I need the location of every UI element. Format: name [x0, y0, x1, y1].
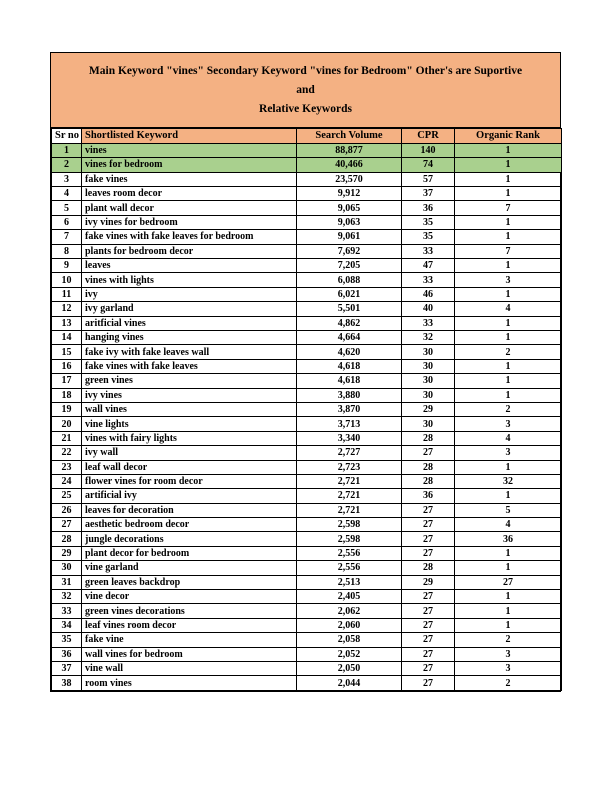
sr-no-cell: 32	[52, 590, 82, 604]
table-row	[52, 604, 562, 618]
keyword-cell: vines with fairy lights	[82, 431, 297, 445]
keyword-cell: hanging vines	[82, 330, 297, 344]
organic-rank-cell: 1	[455, 489, 562, 503]
keyword-cell: room vines	[82, 676, 297, 690]
search-volume-cell: 2,062	[297, 604, 402, 618]
table-row	[52, 633, 562, 647]
cpr-cell: 30	[402, 345, 455, 359]
sr-no-cell: 11	[52, 287, 82, 301]
organic-rank-cell: 1	[455, 230, 562, 244]
search-volume-cell: 2,556	[297, 561, 402, 575]
sr-no-cell: 21	[52, 431, 82, 445]
sr-no-cell: 16	[52, 359, 82, 373]
sr-no-cell: 14	[52, 330, 82, 344]
organic-rank-cell: 1	[455, 187, 562, 201]
table-row	[52, 316, 562, 330]
organic-rank-cell: 3	[455, 446, 562, 460]
search-volume-cell: 3,713	[297, 417, 402, 431]
sr-no-cell: 36	[52, 647, 82, 661]
cpr-cell: 30	[402, 388, 455, 402]
organic-rank-cell: 7	[455, 201, 562, 215]
organic-rank-cell: 4	[455, 302, 562, 316]
keyword-cell: vines for bedroom	[82, 158, 297, 172]
cpr-cell: 47	[402, 259, 455, 273]
cpr-cell: 27	[402, 446, 455, 460]
search-volume-cell: 4,618	[297, 359, 402, 373]
keyword-cell: plant wall decor	[82, 201, 297, 215]
cpr-cell: 33	[402, 273, 455, 287]
organic-rank-cell: 1	[455, 618, 562, 632]
sr-no-cell: 15	[52, 345, 82, 359]
sr-no-cell: 19	[52, 402, 82, 416]
table-row	[52, 374, 562, 388]
search-volume-cell: 4,664	[297, 330, 402, 344]
cpr-cell: 35	[402, 230, 455, 244]
keyword-cell: leaves room decor	[82, 187, 297, 201]
organic-rank-cell: 1	[455, 561, 562, 575]
table-row	[52, 575, 562, 589]
table-row	[52, 647, 562, 661]
table-row	[52, 532, 562, 546]
cpr-cell: 27	[402, 647, 455, 661]
search-volume-cell: 2,044	[297, 676, 402, 690]
sr-no-cell: 37	[52, 661, 82, 675]
table-row	[52, 431, 562, 445]
cpr-cell: 28	[402, 460, 455, 474]
search-volume-cell: 9,912	[297, 187, 402, 201]
sr-no-cell: 22	[52, 446, 82, 460]
search-volume-cell: 2,721	[297, 474, 402, 488]
organic-rank-cell: 2	[455, 345, 562, 359]
keyword-cell: ivy vines	[82, 388, 297, 402]
table-row	[52, 330, 562, 344]
table-row	[52, 590, 562, 604]
sr-no-cell: 27	[52, 518, 82, 532]
search-volume-cell: 88,877	[297, 143, 402, 157]
cpr-cell: 30	[402, 359, 455, 373]
cpr-cell: 40	[402, 302, 455, 316]
search-volume-cell: 2,513	[297, 575, 402, 589]
search-volume-cell: 2,721	[297, 503, 402, 517]
organic-rank-cell: 1	[455, 316, 562, 330]
cpr-cell: 30	[402, 417, 455, 431]
cpr-cell: 27	[402, 518, 455, 532]
table-title-line1: Main Keyword "vines" Secondary Keyword "vines for Bedroom" Other's are Suportive and	[88, 65, 523, 96]
keyword-cell: green vines decorations	[82, 604, 297, 618]
organic-rank-cell: 3	[455, 647, 562, 661]
sr-no-cell: 35	[52, 633, 82, 647]
column-header-shortlisted-keyword: Shortlisted Keyword	[82, 128, 297, 143]
sr-no-cell: 12	[52, 302, 82, 316]
cpr-cell: 36	[402, 201, 455, 215]
keyword-cell: leaf wall decor	[82, 460, 297, 474]
sr-no-cell: 24	[52, 474, 82, 488]
table-row	[52, 417, 562, 431]
search-volume-cell: 6,021	[297, 287, 402, 301]
table-row	[52, 446, 562, 460]
search-volume-cell: 4,620	[297, 345, 402, 359]
keyword-cell: jungle decorations	[82, 532, 297, 546]
search-volume-cell: 2,058	[297, 633, 402, 647]
table-row	[52, 172, 562, 186]
table-title	[51, 53, 560, 128]
sr-no-cell: 18	[52, 388, 82, 402]
keyword-cell: vine lights	[82, 417, 297, 431]
search-volume-cell: 7,205	[297, 259, 402, 273]
organic-rank-cell: 3	[455, 417, 562, 431]
sr-no-cell: 25	[52, 489, 82, 503]
keyword-cell: fake ivy with fake leaves wall	[82, 345, 297, 359]
cpr-cell: 27	[402, 503, 455, 517]
organic-rank-cell: 32	[455, 474, 562, 488]
sr-no-cell: 23	[52, 460, 82, 474]
table-row	[52, 187, 562, 201]
search-volume-cell: 2,556	[297, 546, 402, 560]
table-row	[52, 474, 562, 488]
sr-no-cell: 17	[52, 374, 82, 388]
search-volume-cell: 3,870	[297, 402, 402, 416]
table-row	[52, 618, 562, 632]
table-row	[52, 201, 562, 215]
sr-no-cell: 20	[52, 417, 82, 431]
keyword-table	[51, 128, 562, 691]
keyword-cell: aesthetic bedroom decor	[82, 518, 297, 532]
organic-rank-cell: 2	[455, 676, 562, 690]
keyword-cell: fake vines with fake leaves	[82, 359, 297, 373]
table-row	[52, 561, 562, 575]
search-volume-cell: 2,060	[297, 618, 402, 632]
keyword-cell: ivy vines for bedroom	[82, 215, 297, 229]
sr-no-cell: 9	[52, 259, 82, 273]
keyword-cell: vine wall	[82, 661, 297, 675]
keyword-cell: vine decor	[82, 590, 297, 604]
organic-rank-cell: 2	[455, 633, 562, 647]
cpr-cell: 74	[402, 158, 455, 172]
cpr-cell: 36	[402, 489, 455, 503]
sr-no-cell: 31	[52, 575, 82, 589]
organic-rank-cell: 5	[455, 503, 562, 517]
search-volume-cell: 9,063	[297, 215, 402, 229]
column-header-sr-no: Sr no	[52, 128, 82, 143]
cpr-cell: 28	[402, 431, 455, 445]
organic-rank-cell: 1	[455, 215, 562, 229]
keyword-cell: fake vines with fake leaves for bedroom	[82, 230, 297, 244]
table-row	[52, 359, 562, 373]
table-row	[52, 158, 562, 172]
keyword-cell: ivy garland	[82, 302, 297, 316]
sr-no-cell: 29	[52, 546, 82, 560]
organic-rank-cell: 1	[455, 388, 562, 402]
table-row	[52, 302, 562, 316]
organic-rank-cell: 1	[455, 546, 562, 560]
cpr-cell: 29	[402, 575, 455, 589]
table-row	[52, 661, 562, 675]
keyword-cell: plants for bedroom decor	[82, 244, 297, 258]
sr-no-cell: 5	[52, 201, 82, 215]
table-row	[52, 460, 562, 474]
search-volume-cell: 2,598	[297, 532, 402, 546]
cpr-cell: 27	[402, 590, 455, 604]
keyword-cell: leaf vines room decor	[82, 618, 297, 632]
search-volume-cell: 9,065	[297, 201, 402, 215]
search-volume-cell: 2,598	[297, 518, 402, 532]
cpr-cell: 29	[402, 402, 455, 416]
keyword-cell: ivy wall	[82, 446, 297, 460]
table-row	[52, 345, 562, 359]
search-volume-cell: 3,340	[297, 431, 402, 445]
table-row	[52, 546, 562, 560]
column-header-organic-rank: Organic Rank	[455, 128, 562, 143]
table-row	[52, 388, 562, 402]
table-row	[52, 143, 562, 157]
cpr-cell: 46	[402, 287, 455, 301]
keyword-cell: green vines	[82, 374, 297, 388]
search-volume-cell: 6,088	[297, 273, 402, 287]
table-row	[52, 503, 562, 517]
organic-rank-cell: 1	[455, 172, 562, 186]
search-volume-cell: 2,727	[297, 446, 402, 460]
cpr-cell: 27	[402, 604, 455, 618]
sr-no-cell: 10	[52, 273, 82, 287]
cpr-cell: 28	[402, 474, 455, 488]
keyword-cell: fake vine	[82, 633, 297, 647]
keyword-table-body	[52, 143, 562, 690]
organic-rank-cell: 1	[455, 604, 562, 618]
cpr-cell: 33	[402, 244, 455, 258]
cpr-cell: 27	[402, 546, 455, 560]
keyword-cell: artificial ivy	[82, 489, 297, 503]
sr-no-cell: 7	[52, 230, 82, 244]
sr-no-cell: 34	[52, 618, 82, 632]
cpr-cell: 27	[402, 661, 455, 675]
search-volume-cell: 4,618	[297, 374, 402, 388]
organic-rank-cell: 7	[455, 244, 562, 258]
table-row	[52, 273, 562, 287]
organic-rank-cell: 1	[455, 158, 562, 172]
sr-no-cell: 6	[52, 215, 82, 229]
column-header-cpr: CPR	[402, 128, 455, 143]
sr-no-cell: 28	[52, 532, 82, 546]
keyword-cell: aritficial vines	[82, 316, 297, 330]
table-header-row	[52, 128, 562, 143]
keyword-cell: plant decor for bedroom	[82, 546, 297, 560]
search-volume-cell: 9,061	[297, 230, 402, 244]
keyword-cell: vines with lights	[82, 273, 297, 287]
search-volume-cell: 7,692	[297, 244, 402, 258]
table-title-line2: Relative Keywords	[259, 102, 352, 115]
organic-rank-cell: 1	[455, 590, 562, 604]
search-volume-cell: 2,405	[297, 590, 402, 604]
organic-rank-cell: 4	[455, 431, 562, 445]
keyword-cell: wall vines for bedroom	[82, 647, 297, 661]
table-row	[52, 230, 562, 244]
cpr-cell: 27	[402, 618, 455, 632]
table-row	[52, 489, 562, 503]
sr-no-cell: 2	[52, 158, 82, 172]
search-volume-cell: 4,862	[297, 316, 402, 330]
cpr-cell: 35	[402, 215, 455, 229]
organic-rank-cell: 36	[455, 532, 562, 546]
sr-no-cell: 33	[52, 604, 82, 618]
cpr-cell: 140	[402, 143, 455, 157]
keyword-cell: fake vines	[82, 172, 297, 186]
organic-rank-cell: 1	[455, 359, 562, 373]
table-row	[52, 676, 562, 690]
keyword-research-table	[50, 52, 561, 692]
organic-rank-cell: 1	[455, 287, 562, 301]
keyword-cell: vines	[82, 143, 297, 157]
sr-no-cell: 4	[52, 187, 82, 201]
organic-rank-cell: 1	[455, 143, 562, 157]
cpr-cell: 28	[402, 561, 455, 575]
table-row	[52, 215, 562, 229]
sr-no-cell: 13	[52, 316, 82, 330]
table-row	[52, 244, 562, 258]
search-volume-cell: 40,466	[297, 158, 402, 172]
sr-no-cell: 1	[52, 143, 82, 157]
cpr-cell: 32	[402, 330, 455, 344]
keyword-cell: leaves for decoration	[82, 503, 297, 517]
cpr-cell: 33	[402, 316, 455, 330]
cpr-cell: 30	[402, 374, 455, 388]
sr-no-cell: 30	[52, 561, 82, 575]
keyword-cell: ivy	[82, 287, 297, 301]
sr-no-cell: 38	[52, 676, 82, 690]
sr-no-cell: 26	[52, 503, 82, 517]
sr-no-cell: 3	[52, 172, 82, 186]
cpr-cell: 27	[402, 676, 455, 690]
table-row	[52, 287, 562, 301]
cpr-cell: 37	[402, 187, 455, 201]
keyword-cell: flower vines for room decor	[82, 474, 297, 488]
keyword-cell: vine garland	[82, 561, 297, 575]
organic-rank-cell: 1	[455, 374, 562, 388]
search-volume-cell: 5,501	[297, 302, 402, 316]
keyword-cell: wall vines	[82, 402, 297, 416]
organic-rank-cell: 3	[455, 273, 562, 287]
organic-rank-cell: 2	[455, 402, 562, 416]
cpr-cell: 27	[402, 532, 455, 546]
cpr-cell: 27	[402, 633, 455, 647]
search-volume-cell: 23,570	[297, 172, 402, 186]
table-row	[52, 259, 562, 273]
search-volume-cell: 2,723	[297, 460, 402, 474]
organic-rank-cell: 1	[455, 330, 562, 344]
column-header-search-volume: Search Volume	[297, 128, 402, 143]
cpr-cell: 57	[402, 172, 455, 186]
search-volume-cell: 2,050	[297, 661, 402, 675]
organic-rank-cell: 4	[455, 518, 562, 532]
organic-rank-cell: 1	[455, 460, 562, 474]
table-row	[52, 518, 562, 532]
search-volume-cell: 2,721	[297, 489, 402, 503]
keyword-cell: leaves	[82, 259, 297, 273]
organic-rank-cell: 27	[455, 575, 562, 589]
sr-no-cell: 8	[52, 244, 82, 258]
table-row	[52, 402, 562, 416]
organic-rank-cell: 1	[455, 259, 562, 273]
search-volume-cell: 3,880	[297, 388, 402, 402]
search-volume-cell: 2,052	[297, 647, 402, 661]
organic-rank-cell: 3	[455, 661, 562, 675]
keyword-cell: green leaves backdrop	[82, 575, 297, 589]
